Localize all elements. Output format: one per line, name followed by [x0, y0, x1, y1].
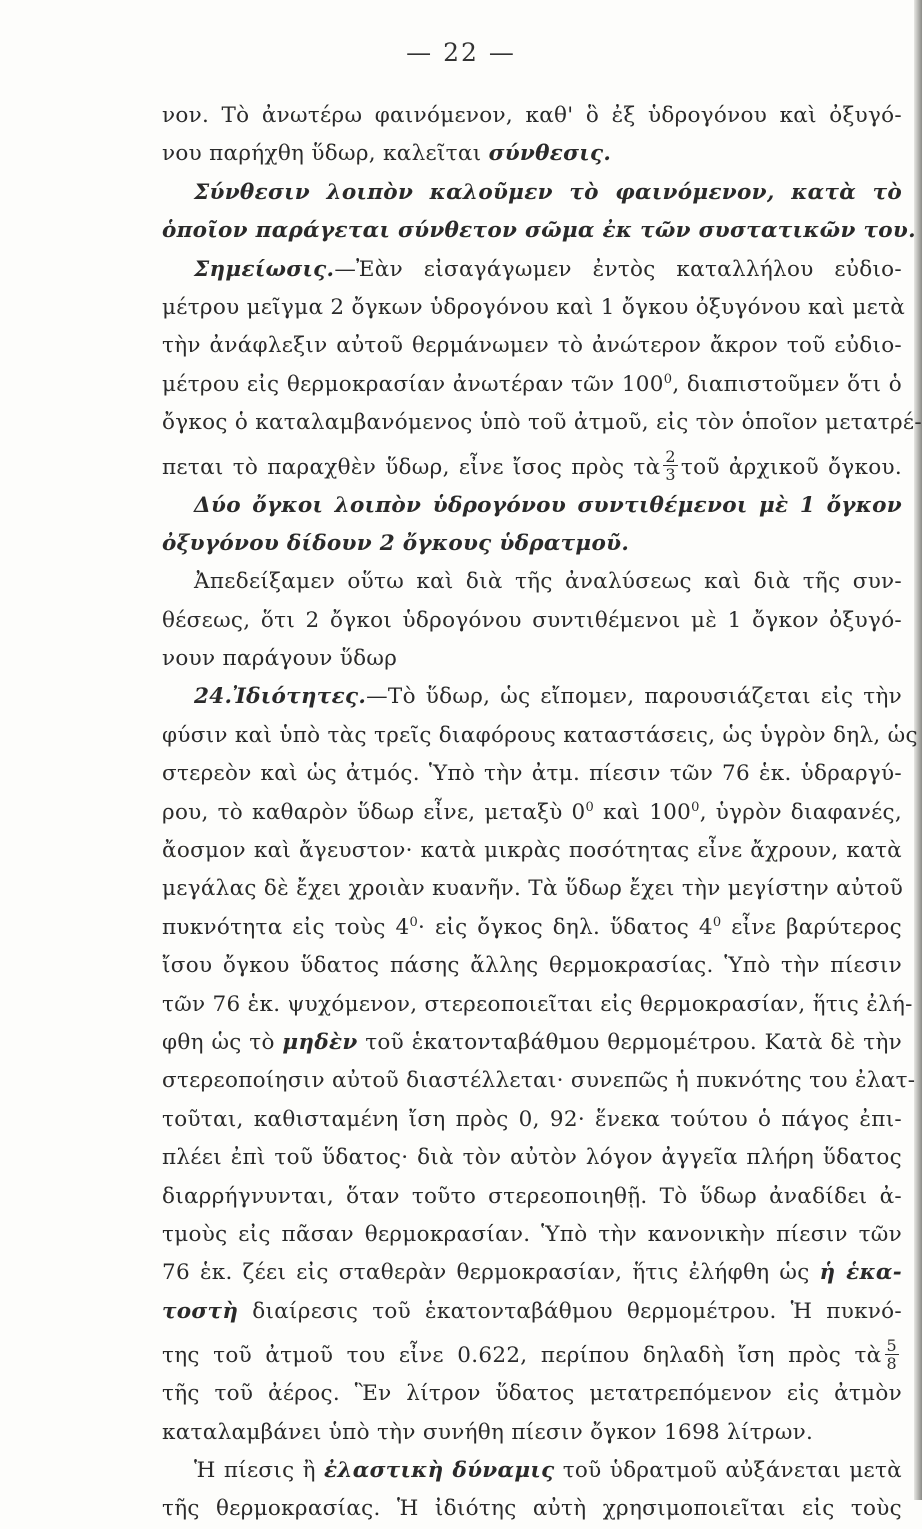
text-line-fraction: πεται τὸ παραχθὲν ὕδωρ, εἶνε ἴσος πρὸς τὰ $\frac{2}{3}$ τοῦ ἀρχικοῦ ὄγκου.: [162, 447, 902, 485]
definition-line: Σύνθεσιν λοιπὸν καλοῦμεν τὸ φαινόμενον, κατὰ τὸ: [194, 179, 902, 205]
text-line: τῆς θερμοκρασίας. Ἡ ἰδιότης αὐτὴ χρησιμοποιεῖται εἰς τοὺς: [162, 1496, 902, 1522]
term-zero: μηδὲν: [282, 1029, 358, 1055]
text-line: μέτρου εἰς θερμοκρασίαν ἀνωτέραν τῶν $100^0$, διαπιστοῦμεν ὅτι ὁ: [162, 371, 902, 397]
text-line: μεγάλας δὲ ἔχει χροιὰν κυανῆν. Τὰ ὕδωρ ἔχει τὴν μεγίστην αὐτοῦ: [162, 876, 904, 902]
term-hundredth: τοστὴ: [162, 1298, 239, 1324]
text-line: φύσιν καὶ ὑπὸ τὰς τρεῖς διαφόρους καταστάσεις, ὡς ὑγρὸν δηλ, ὡς: [162, 722, 918, 748]
text-line: τοστὴ διαίρεσις τοῦ ἑκατονταβάθμου θερμομέτρου. Ἡ πυκνό-: [162, 1298, 902, 1324]
text-line: μέτρου μεῖγμα 2 ὄγκων ὑδρογόνου καὶ 1 ὄγκου ὀξυγόνου καὶ μετὰ: [162, 294, 906, 320]
text-line: καταλαμβάνει ὑπὸ τὴν συνήθη πίεσιν ὄγκον 1698 λίτρων.: [162, 1419, 814, 1445]
text-line: τὴν ἀνάφλεξιν αὐτοῦ θερμάνωμεν τὸ ἀνώτερον ἄκρον τοῦ εὐδιο-: [162, 333, 902, 359]
fraction-two-thirds: $\frac{2}{3}$: [665, 447, 676, 485]
text-line: ἴσου ὄγκου ὕδατος πάσης ἄλλης θερμοκρασίας. Ὑπὸ τὴν πίεσιν: [162, 953, 902, 979]
note-heading: Σημείωσις.: [194, 256, 335, 282]
text-line: νουν παράγουν ὕδωρ: [162, 646, 398, 672]
text-line: στερεὸν καὶ ὡς ἀτμός. Ὑπὸ τὴν ἀτμ. πίεσιν τῶν 76 ἑκ. ὑδραργύ-: [162, 761, 902, 787]
text-line: νου παρήχθη ὕδωρ, καλεῖται σύνθεσις.: [162, 141, 612, 167]
text-line: πλέει ἐπὶ τοῦ ὕδατος· διὰ τὸν αὐτὸν λόγον ἀγγεῖα πλήρη ὕδατος: [162, 1145, 902, 1171]
section-heading-line: 24.Ἰδιότητες.—Τὸ ὕδωρ, ὡς εἴπομεν, παρουσιάζεται εἰς τὴν: [194, 684, 902, 710]
text-line: θέσεως, ὅτι 2 ὄγκοι ὑδρογόνου συντιθέμενοι μὲ 1 ὄγκον ὀξυγό-: [162, 607, 902, 633]
definition-line: ὁποῖον παράγεται σύνθετον σῶμα ἐκ τῶν συστατικῶν του.: [162, 218, 916, 244]
text-line: φθη ὡς τὸ μηδὲν τοῦ ἑκατονταβάθμου θερμομέτρου. Κατὰ δὲ τὴν: [162, 1029, 902, 1055]
text-line: Ἀπεδείξαμεν οὕτω καὶ διὰ τῆς ἀναλύσεως καὶ διὰ τῆς συν-: [194, 569, 902, 595]
page-number: — 22 —: [406, 38, 516, 67]
text-line: τμοὺς εἰς πᾶσαν θερμοκρασίαν. Ὑπὸ τὴν κανονικὴν πίεσιν τῶν: [162, 1221, 902, 1247]
text-line: τῶν 76 ἑκ. ψυχόμενον, στερεοποιεῖται εἰς θερμοκρασίαν, ἥτις ἐλή-: [162, 991, 913, 1017]
definition-line: Δύο ὄγκοι λοιπὸν ὑδρογόνου συντιθέμενοι μὲ 1 ὄγκον: [194, 492, 902, 518]
text-line: νον. Τὸ ἀνωτέρω φαινόμενον, καθ' ὃ ἐξ ὑδρογόνου καὶ ὀξυγό-: [162, 103, 902, 128]
fraction-five-eighths: $\frac{5}{8}$: [886, 1335, 897, 1373]
text-line: τῆς τοῦ ἀέρος. Ἓν λίτρον ὕδατος μετατρεπόμενον εἰς ἀτμὸν: [162, 1381, 902, 1407]
term-elastic-force: ἐλαστικὴ δύναμις: [324, 1457, 555, 1483]
term-synthesis: σύνθεσις.: [488, 141, 612, 167]
text-line: πυκνότητα εἰς τοὺς $4^0\cdot$ εἰς ὄγκος δηλ. ὕδατος $4^0$ εἶνε βαρύτερος: [162, 914, 902, 940]
body-text: [162, 97, 922, 1529]
definition-line: ὀξυγόνου δίδουν 2 ὄγκους ὑδρατμοῦ.: [162, 530, 630, 556]
text-line: ὄγκος ὁ καταλαμβανόμενος ὑπὸ τοῦ ἀτμοῦ, εἰς τὸν ὁποῖον μετατρέ-: [162, 410, 922, 436]
text-line: διαρρήγνυνται, ὅταν τοῦτο στερεοποιηθῇ. Τὸ ὕδωρ ἀναδίδει ἀ-: [162, 1183, 902, 1209]
text-line: στερεοποίησιν αὐτοῦ διαστέλλεται· συνεπῶς ἡ πυκνότης του ἐλατ-: [162, 1068, 916, 1094]
text-line: 76 ἑκ. ζέει εἰς σταθερὰν θερμοκρασίαν, ἥτις ἐλήφθη ὡς ἡ ἑκα-: [162, 1260, 902, 1286]
note-line: Σημείωσις.—Ἐὰν εἰσαγάγωμεν ἐντὸς καταλλήλου εὐδιο-: [194, 256, 902, 282]
text-line: τοῦται, καθισταμένη ἴση πρὸς 0, 92· ἕνεκα τούτου ὁ πάγος ἐπι-: [162, 1106, 902, 1132]
text-line: ρου, τὸ καθαρὸν ὕδωρ εἶνε, μεταξὺ $0^0$ καὶ $100^0$, ὑγρὸν διαφανές,: [162, 799, 903, 825]
text-line-fraction: της τοῦ ἀτμοῦ του εἶνε 0.622, περίπου δηλαδὴ ἴση πρὸς τὰ $\frac{5}{8}$: [162, 1335, 897, 1373]
text-line: Ἡ πίεσις ἢ ἐλαστικὴ δύναμις τοῦ ὑδρατμοῦ αὐξάνεται μετὰ: [194, 1457, 902, 1483]
text-line: ἄοσμον καὶ ἄγευστον· κατὰ μικρὰς ποσότητας εἶνε ἄχρουν, κατὰ: [162, 838, 902, 864]
section-heading: 24.Ἰδιότητες.: [194, 684, 367, 710]
